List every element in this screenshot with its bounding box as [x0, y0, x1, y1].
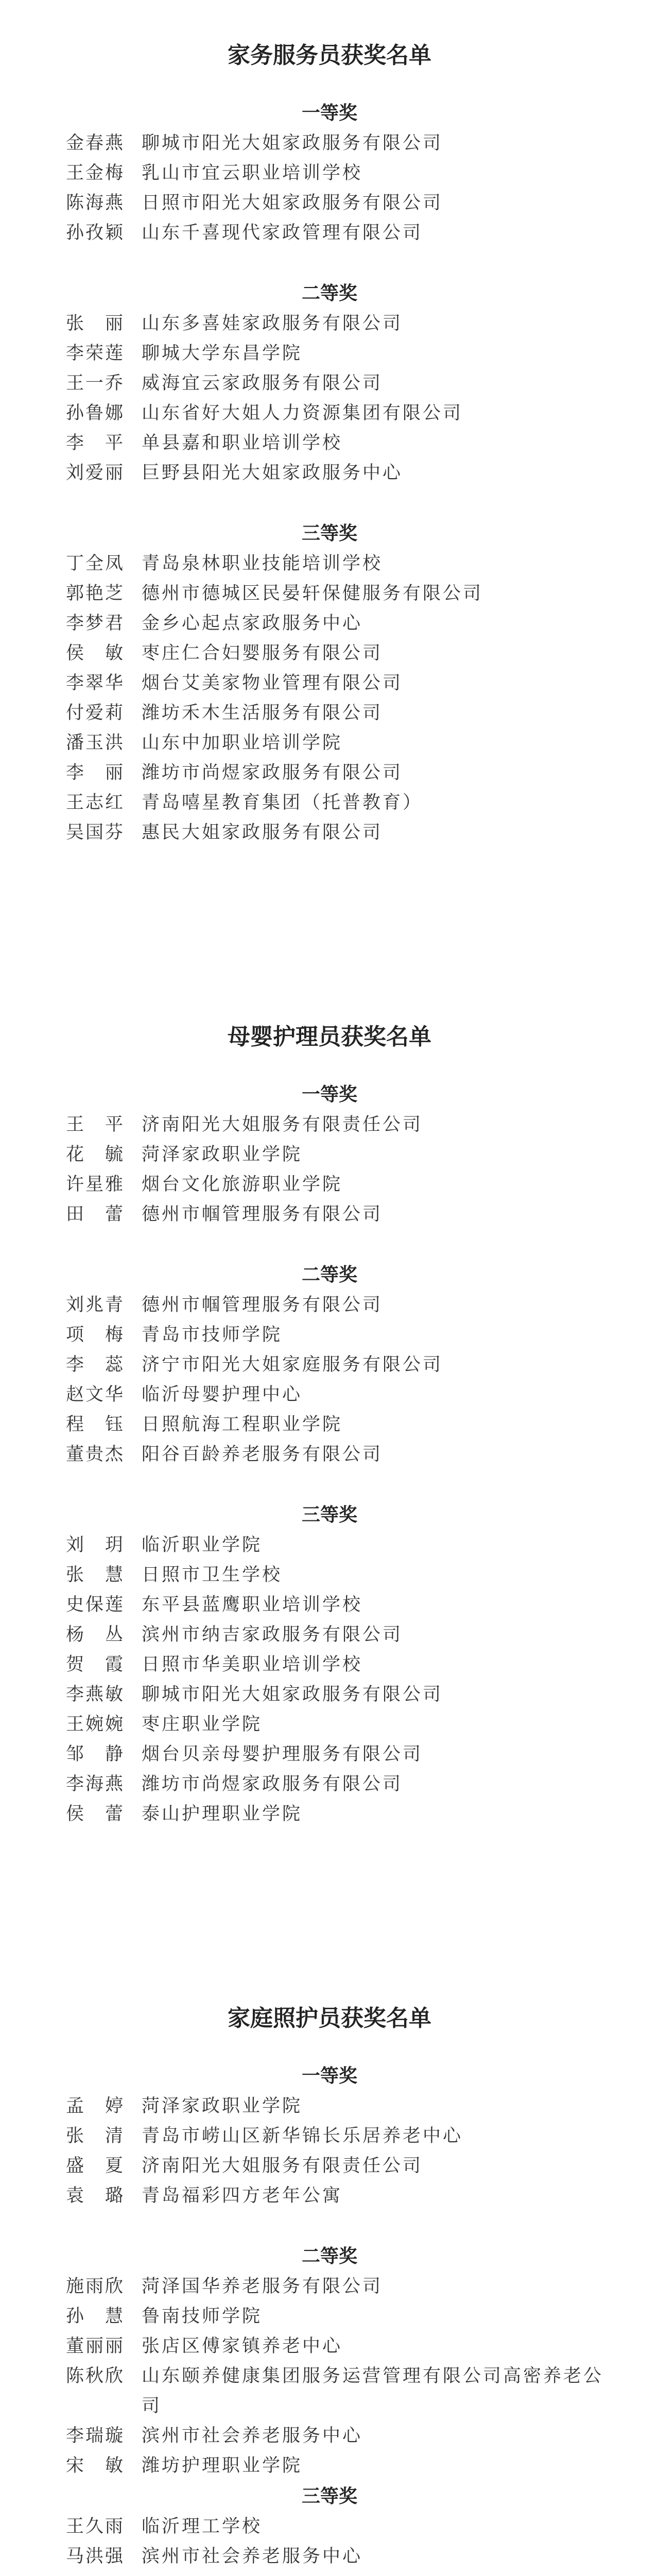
- award-tier-title: 三等奖: [301, 2486, 357, 2507]
- winner-name: 王金梅: [66, 163, 125, 183]
- winner-organization: 聊城市阳光大姐家政服务有限公司: [142, 1684, 443, 1705]
- winner-name: 李翠华: [66, 673, 125, 693]
- winner-row: [66, 2512, 612, 2541]
- winner-name: 侯 敏: [66, 643, 125, 664]
- winner-row: [66, 2421, 612, 2451]
- winner-organization: 滨州市社会养老服务中心: [142, 2546, 363, 2567]
- winner-organization: 山东千喜现代家政管理有限公司: [142, 223, 423, 243]
- winner-name: 孙 慧: [66, 2306, 125, 2327]
- winner-name: 李燕敏: [66, 1684, 125, 1705]
- award-tier-title: 二等奖: [301, 1264, 357, 1285]
- winner-name: 杨 丛: [66, 1624, 125, 1645]
- winner-row: [66, 368, 612, 398]
- winner-row: [66, 579, 612, 608]
- winner-organization: 聊城市阳光大姐家政服务有限公司: [142, 133, 443, 154]
- winner-organization: 惠民大姐家政服务有限公司: [142, 822, 383, 843]
- winner-name: 郭艳芝: [66, 583, 125, 604]
- winner-organization: 枣庄职业学院: [142, 1714, 263, 1735]
- winner-row: [66, 158, 612, 188]
- winner-name: 金春燕: [66, 133, 125, 154]
- winner-organization: 巨野县阳光大姐家政服务中心: [142, 463, 403, 483]
- winner-name: 孙孜颖: [66, 223, 125, 243]
- winner-organization: 济宁市阳光大姐家庭服务有限公司: [142, 1354, 443, 1375]
- winner-name: 王久雨: [66, 2516, 125, 2537]
- winner-name: 袁 璐: [66, 2185, 125, 2206]
- winner-row: [66, 1199, 612, 1229]
- winner-row: [66, 2272, 612, 2301]
- winner-name: 李 平: [66, 433, 125, 453]
- winner-row: [66, 818, 612, 848]
- winner-row: [66, 1560, 612, 1590]
- winner-row: [66, 1709, 612, 1739]
- winner-organization: 乳山市宜云职业培训学校: [142, 163, 363, 183]
- winner-row: [66, 1410, 612, 1439]
- winner-name: 李梦君: [66, 613, 125, 634]
- winner-name: 王 平: [66, 1114, 125, 1135]
- winner-organization: 泰山护理职业学院: [142, 1804, 303, 1824]
- winner-organization: 日照市阳光大姐家政服务有限公司: [142, 193, 443, 213]
- winner-row: [66, 309, 612, 338]
- winner-organization: 聊城大学东昌学院: [142, 343, 303, 364]
- winner-name: 王志红: [66, 792, 125, 813]
- winner-organization: 青岛福彩四方老年公寓: [142, 2185, 343, 2206]
- winner-row: [66, 2121, 612, 2151]
- winner-organization: 济南阳光大姐服务有限责任公司: [142, 2156, 423, 2176]
- winner-name: 王一乔: [66, 373, 125, 394]
- winner-organization: 德州市帼管理服务有限公司: [142, 1204, 383, 1225]
- winner-organization: 青岛嘻星教育集团（托普教育）: [142, 792, 423, 813]
- winner-organization: 日照市卫生学校: [142, 1565, 283, 1585]
- award-tier-title: 二等奖: [301, 283, 357, 304]
- winner-row: [66, 1769, 612, 1799]
- winner-name: 田 蕾: [66, 1204, 125, 1225]
- winner-row: [66, 698, 612, 728]
- winner-name: 侯 蕾: [66, 1804, 125, 1824]
- winner-row: [66, 1290, 612, 1320]
- winner-name: 李 蕊: [66, 1354, 125, 1375]
- winner-organization: 临沂母婴护理中心: [142, 1384, 303, 1405]
- winner-name: 李瑞璇: [66, 2426, 125, 2446]
- winner-row: [66, 128, 612, 158]
- winner-row: [66, 728, 612, 758]
- winner-organization: 烟台贝亲母婴护理服务有限公司: [142, 1744, 423, 1765]
- section-title: 家庭照护员获奖名单: [228, 2005, 431, 2031]
- winner-organization: 鲁南技师学院: [142, 2306, 263, 2327]
- winner-name: 张 慧: [66, 1565, 125, 1585]
- award-tier-title: 一等奖: [301, 2065, 357, 2087]
- winner-name: 董贵杰: [66, 1444, 125, 1465]
- winner-row: [66, 2361, 612, 2421]
- winner-organization: 山东颐养健康集团服务运营管理有限公司高密养老公司: [142, 2366, 604, 2416]
- winner-name: 孙鲁娜: [66, 403, 125, 423]
- winner-row: [66, 1170, 612, 1199]
- winner-row: [66, 1140, 612, 1170]
- winner-name: 马洪强: [66, 2546, 125, 2567]
- winner-row: [66, 2181, 612, 2211]
- winner-name: 张 丽: [66, 313, 125, 334]
- winner-organization: 滨州市纳吉家政服务有限公司: [142, 1624, 403, 1645]
- winner-organization: 山东中加职业培训学院: [142, 733, 343, 753]
- winner-name: 张 清: [66, 2126, 125, 2146]
- winner-name: 花 毓: [66, 1144, 125, 1165]
- winner-name: 董丽丽: [66, 2336, 125, 2357]
- award-tier-title: 二等奖: [301, 2246, 357, 2267]
- winner-row: [66, 1110, 612, 1140]
- winner-name: 潘玉洪: [66, 733, 125, 753]
- winner-organization: 单县嘉和职业培训学校: [142, 433, 343, 453]
- winner-organization: 青岛市崂山区新华锦长乐居养老中心: [142, 2126, 463, 2146]
- winner-name: 邹 静: [66, 1744, 125, 1765]
- winner-organization: 金乡心起点家政服务中心: [142, 613, 363, 634]
- winner-organization: 山东多喜娃家政服务有限公司: [142, 313, 403, 334]
- winner-row: [66, 188, 612, 218]
- winner-row: [66, 668, 612, 698]
- winner-organization: 潍坊市尚煜家政服务有限公司: [142, 1774, 403, 1794]
- winner-organization: 张店区傅家镇养老中心: [142, 2336, 343, 2357]
- winner-row: [66, 549, 612, 579]
- winner-organization: 德州市帼管理服务有限公司: [142, 1295, 383, 1315]
- winner-organization: 东平县蓝鹰职业培训学校: [142, 1595, 363, 1615]
- winner-row: [66, 1530, 612, 1560]
- winner-row: [66, 2151, 612, 2181]
- winner-name: 项 梅: [66, 1325, 125, 1345]
- winner-row: [66, 1650, 612, 1680]
- winner-organization: 烟台文化旅游职业学院: [142, 1174, 343, 1195]
- winner-organization: 威海宜云家政服务有限公司: [142, 373, 383, 394]
- winner-row: [66, 338, 612, 368]
- winner-row: [66, 1739, 612, 1769]
- winner-organization: 济南阳光大姐服务有限责任公司: [142, 1114, 423, 1135]
- winner-row: [66, 2301, 612, 2331]
- winner-organization: 潍坊市尚煜家政服务有限公司: [142, 762, 403, 783]
- winner-row: [66, 788, 612, 818]
- winner-name: 李海燕: [66, 1774, 125, 1794]
- winner-organization: 日照航海工程职业学院: [142, 1414, 343, 1435]
- winner-name: 刘 玥: [66, 1535, 125, 1555]
- winner-row: [66, 428, 612, 458]
- winner-name: 孟 婷: [66, 2096, 125, 2116]
- section-title: 母婴护理员获奖名单: [228, 1024, 431, 1050]
- award-tier-title: 三等奖: [301, 1504, 357, 1526]
- winner-row: [66, 2451, 612, 2481]
- winner-name: 付爱莉: [66, 703, 125, 723]
- winner-name: 丁全凤: [66, 553, 125, 574]
- award-tier-title: 三等奖: [301, 523, 357, 544]
- winner-row: [66, 638, 612, 668]
- winner-name: 刘兆青: [66, 1295, 125, 1315]
- winner-name: 施雨欣: [66, 2276, 125, 2297]
- winner-row: [66, 758, 612, 788]
- winner-row: [66, 2541, 612, 2571]
- winner-name: 陈秋欣: [66, 2366, 125, 2386]
- winner-organization: 临沂职业学院: [142, 1535, 263, 1555]
- winner-organization: 潍坊护理职业学院: [142, 2455, 303, 2476]
- winner-row: [66, 2331, 612, 2361]
- winner-row: [66, 1799, 612, 1829]
- winner-organization: 青岛泉林职业技能培训学校: [142, 553, 383, 574]
- section-title: 家务服务员获奖名单: [228, 42, 431, 69]
- winner-row: [66, 2091, 612, 2121]
- winner-organization: 潍坊禾木生活服务有限公司: [142, 703, 383, 723]
- winner-name: 王婉婉: [66, 1714, 125, 1735]
- winner-row: [66, 1620, 612, 1650]
- winner-organization: 枣庄仁合妇婴服务有限公司: [142, 643, 383, 664]
- winner-name: [66, 2571, 142, 2576]
- winner-organization: 菏泽国华养老服务有限公司: [142, 2276, 383, 2297]
- winner-organization: 菏泽家政职业学院: [142, 2096, 303, 2116]
- winner-row: [66, 1350, 612, 1380]
- winner-name: 陈海燕: [66, 193, 125, 213]
- winner-row: [66, 1680, 612, 1709]
- winner-row: [66, 608, 612, 638]
- winner-organization: 日照市华美职业培训学校: [142, 1654, 363, 1675]
- winner-name: 程 钰: [66, 1414, 125, 1435]
- winner-row: [66, 1439, 612, 1469]
- award-tier-title: 一等奖: [301, 103, 357, 124]
- winner-organization: 菏泽家政职业学院: [142, 1144, 303, 1165]
- winner-name: 李 丽: [66, 762, 125, 783]
- winner-organization: 阳谷百龄养老服务有限公司: [142, 1444, 383, 1465]
- winner-organization: 临沂理工学校: [142, 2516, 263, 2537]
- winner-row: [66, 1380, 612, 1410]
- winner-row: [66, 398, 612, 428]
- winner-name: 吴国芬: [66, 822, 125, 843]
- winner-name: 刘爱丽: [66, 463, 125, 483]
- winner-organization: [142, 2571, 342, 2576]
- award-tier-title: 一等奖: [301, 1084, 357, 1105]
- winner-row: [66, 458, 612, 488]
- winner-row: [66, 2571, 612, 2576]
- winner-name: 赵文华: [66, 1384, 125, 1405]
- winner-organization: 德州市德城区民晏轩保健服务有限公司: [142, 583, 483, 604]
- winner-name: 李荣莲: [66, 343, 125, 364]
- winner-organization: 青岛市技师学院: [142, 1325, 283, 1345]
- winner-name: 贺 霞: [66, 1654, 125, 1675]
- winner-organization: 山东省好大姐人力资源集团有限公司: [142, 403, 463, 423]
- winner-row: [66, 1320, 612, 1350]
- winner-row: [66, 218, 612, 248]
- winner-name: 盛 夏: [66, 2156, 125, 2176]
- winner-name: 许星雅: [66, 1174, 125, 1195]
- winner-organization: 滨州市社会养老服务中心: [142, 2426, 363, 2446]
- winner-organization: 烟台艾美家物业管理有限公司: [142, 673, 403, 693]
- winner-row: [66, 1590, 612, 1620]
- winner-name: 宋 敏: [66, 2455, 125, 2476]
- winner-name: 史保莲: [66, 1595, 125, 1615]
